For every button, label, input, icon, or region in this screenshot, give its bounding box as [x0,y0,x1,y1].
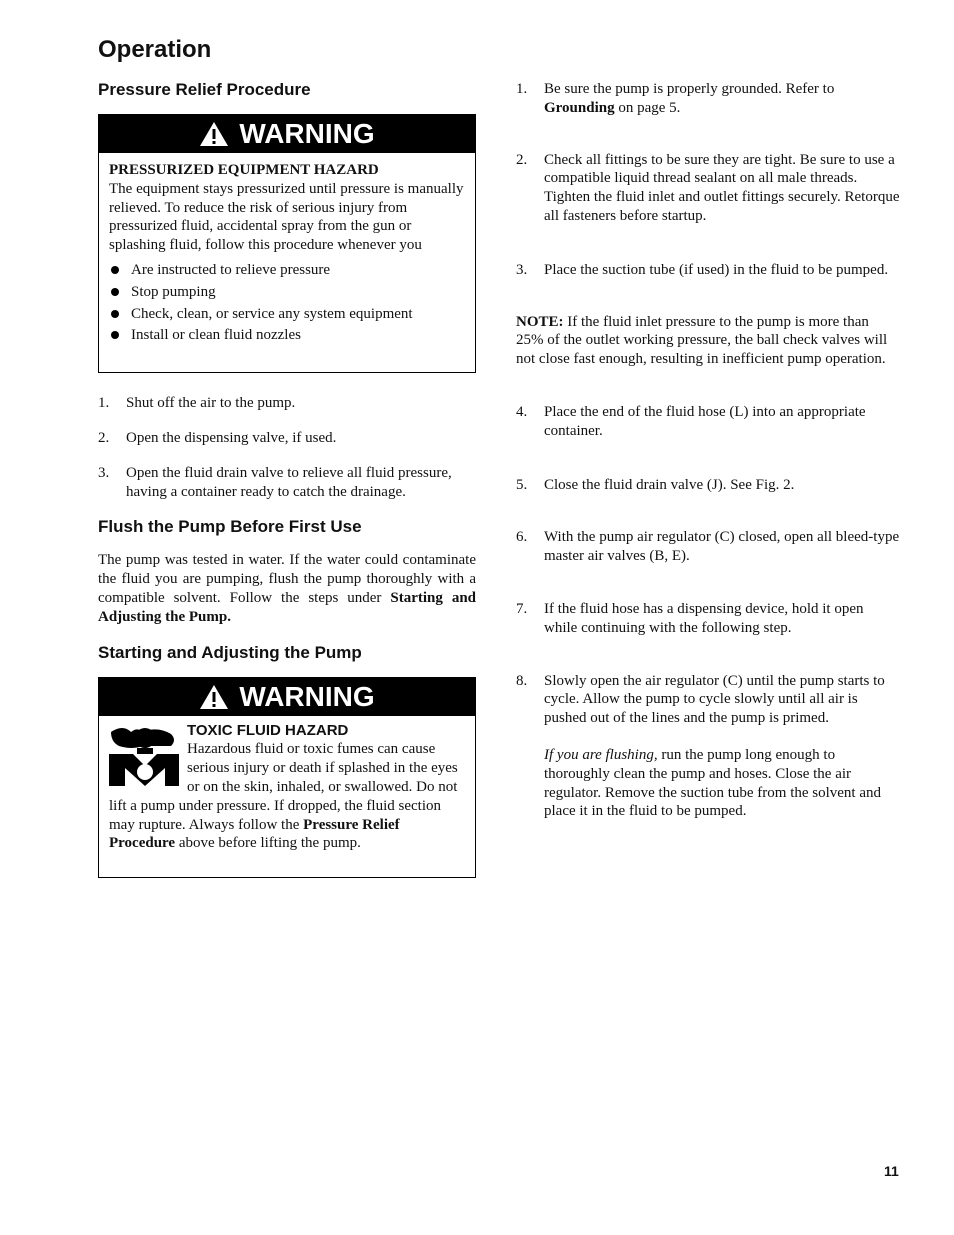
flush-heading: Flush the Pump Before First Use [98,517,362,537]
step-text: Place the end of the fluid hose (L) into an appropriate container. [544,403,866,439]
right-column [516,80,900,821]
list-item: Are instructed to relieve pressure [109,261,465,280]
step-text-tail: on page 5. [618,99,681,116]
step-number: 3. [516,261,528,278]
step-text: Shut off the air to the pump. [126,395,296,412]
step-number: 2. [516,151,528,168]
start-step [516,151,900,226]
list-item: Stop pumping [109,283,465,302]
flush-text: The pump was tested in water. If the water could contaminate the fluid you are pumping, flush the pump thoroughly with a compatible solvent. Follow the steps under [98,552,476,606]
step-text: If the fluid hose has a dispensing device, hold it open while continuing with the following step. [544,600,864,636]
step-text [544,80,900,118]
note-paragraph [516,313,900,369]
hazard-bold-ref: Pressure Relief Procedure [109,816,400,852]
step-number: 5. [516,476,528,493]
step-number: 2. [98,429,110,446]
step-text: Close the fluid drain valve (J). See Fig. 2. [544,476,795,493]
start-step [516,600,900,638]
flush-paragraph [98,551,476,626]
start-step [516,403,900,441]
start-step [516,672,900,822]
flushing-italic: If you are flushing, [544,746,658,763]
step-text [544,672,900,822]
hazard-bullet-list [109,261,465,345]
warning-triangle-icon [199,684,229,710]
step-number: 1. [516,81,528,97]
toxic-fumes-icon [109,724,179,788]
step-bold-ref: Grounding [544,99,615,116]
relief-step [98,429,476,448]
left-column [98,80,476,878]
start-step [516,528,900,566]
step-text: Open the dispensing valve, if used. [126,429,337,446]
flush-bold-ref: Starting and Adjusting the Pump. [98,589,477,625]
step-number: 7. [516,600,528,617]
hazard-title: TOXIC FLUID HAZARD [187,721,349,739]
page-number: 11 [884,1163,899,1179]
relief-step [98,394,476,413]
step-text: With the pump air regulator (C) closed, open all bleed-type master air valves (B, E). [544,529,900,565]
hazard-text: Hazardous fluid or toxic fumes can cause serious injury or death if splashed in the eyes or on the skin, inhaled, or swallowed. Do not lift a pump under pressure. If dropped, the fluid section may rupture. Always follow the [109,741,458,833]
starting-heading: Starting and Adjusting the Pump [98,642,362,662]
note-label: NOTE: [516,313,564,330]
step-text: Check all fittings to be sure they are tight. Be sure to use a compatible liquid thread sealant on all male threads. Tighten the fluid inlet and outlet fittings securely. Retorque all fasteners before startup. [544,151,900,224]
step-number: 3. [98,464,110,481]
note-text: If the fluid inlet pressure to the pump is more than 25% of the outlet working pressure, the ball check valves will not close fast enough, resulting in inefficient pump operation. [516,313,888,368]
flushing-note [544,746,900,821]
page-title: Operation [98,36,212,63]
warning-label: WARNING [239,680,375,712]
step-text: Place the suction tube (if used) in the fluid to be pumped. [544,261,889,278]
list-item: Check, clean, or service any system equipment [109,305,465,324]
step-text-part: Be sure the pump is properly grounded. Refer to [544,81,835,97]
warning-body [99,716,475,878]
pressure-warning-box [98,114,476,373]
warning-header [99,115,475,153]
warning-header [99,678,475,716]
step-text-part: Slowly open the air regulator (C) until the pump starts to cycle. Allow the pump to cycle slowly until all air is pushed out of the lines and the pump is primed. [544,672,885,727]
relief-step [98,464,476,502]
hazard-tail: above before lifting the pump. [178,835,361,852]
warning-label: WARNING [239,118,375,149]
step-number: 1. [98,395,110,412]
step-text: Open the fluid drain valve to relieve all fluid pressure, having a container ready to catch the drainage. [126,464,452,500]
list-item: Install or clean fluid nozzles [109,326,465,345]
hazard-title: PRESSURIZED EQUIPMENT HAZARD [109,162,379,178]
flushing-text: run the pump long enough to thoroughly clean the pump and hoses. Close the air regulator. Remove the suction tube from the solvent and place it in the fluid to be pumped. [544,746,882,820]
step-number: 4. [516,403,528,420]
hazard-text: The equipment stays pressurized until pressure is manually relieved. To reduce the risk of serious injury from pressurized fluid, accidental spray from the gun or splashing fluid, follow this procedure whenever you [109,180,464,254]
start-step [516,261,900,280]
warning-body [99,153,475,372]
pressure-relief-heading: Pressure Relief Procedure [98,80,311,99]
warning-triangle-icon [199,121,229,147]
toxic-warning-box [98,677,476,879]
step-number: 8. [516,672,528,689]
step-number: 6. [516,529,528,546]
start-step [516,476,900,495]
start-step [516,80,900,118]
